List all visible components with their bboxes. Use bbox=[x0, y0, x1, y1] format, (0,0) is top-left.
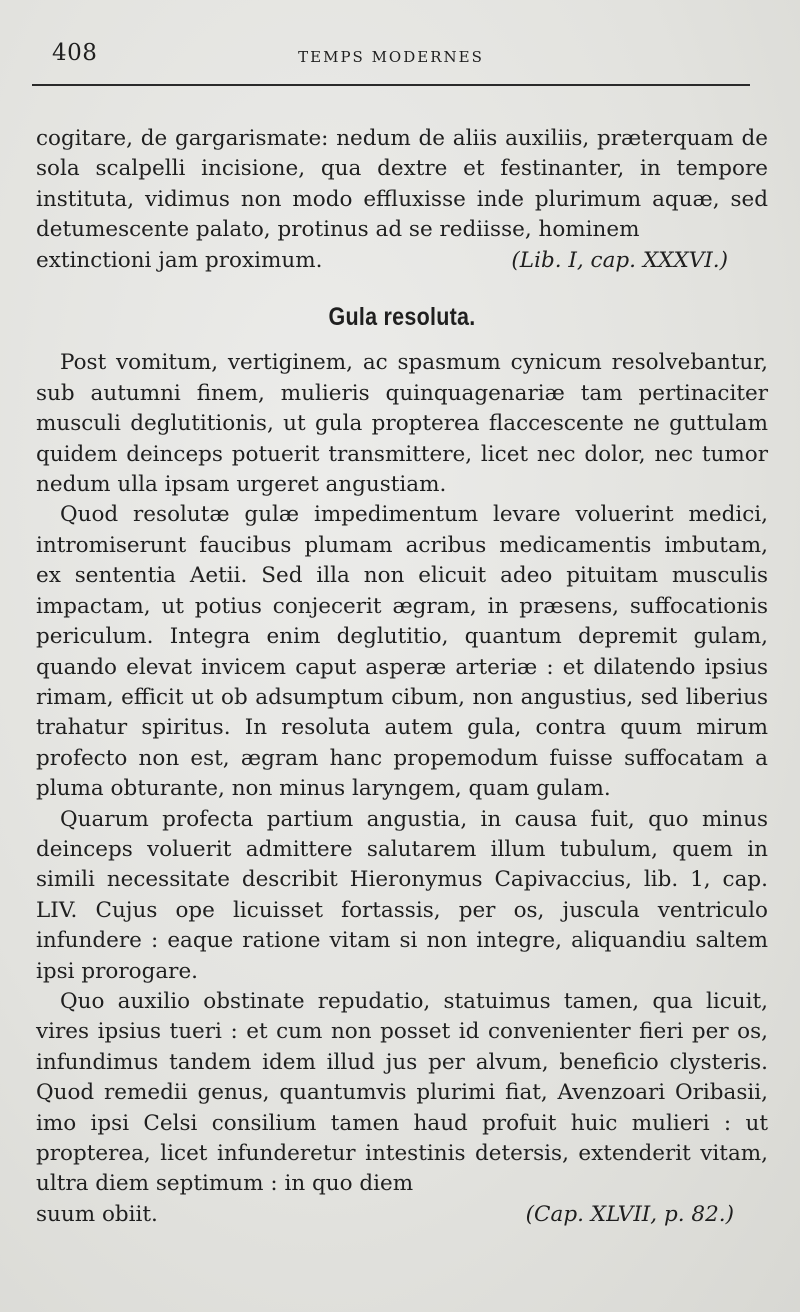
body-text bbox=[36, 124, 768, 1230]
section-heading: Gula resoluta. bbox=[328, 303, 476, 332]
paragraph-1: Post vomitum, vertiginem, ac spasmum cynicum resolvebantur, sub autumni finem, mulieris quinquagenariæ tam pertinaciter musculi deglutitionis, ut gula propterea flaccescente ne guttulam quidem deinceps potuerit transmittere, licet nec dolor, nec tumor nedum ulla ipsam urgeret angustiam. bbox=[36, 350, 768, 498]
intro-citation-row bbox=[36, 246, 768, 276]
intro-paragraph: cogitare, de gargarismate: nedum de aliis auxiliis, præterquam de sola scalpelli incisione, qua dextre et festinanter, in tempore instituta, vidimus non modo effluxisse inde plurimum aquæ, sed detumescente palato, protinus ad se rediisse, hominem bbox=[36, 126, 768, 243]
paragraph-3: Quarum profecta partium angustia, in causa fuit, quo minus deinceps voluerit admittere salutarem illum tubulum, quem in simili necessitate describit Hieronymus Capivaccius, lib. 1, cap. LIV. Cujus ope licuisset fortassis, per os, juscula ventriculo infundere : eaque ratione vitam si non integre, aliquandiu saltem ipsi prorogare. bbox=[36, 806, 768, 984]
final-citation-row bbox=[36, 1200, 768, 1230]
final-paragraph: Quo auxilio obstinate repudatio, statuimus tamen, qua licuit, vires ipsius tueri : et cum non posset id convenienter fieri per os, infundimus tandem idem illud jus per alvum, beneficio clysteris. Quod remedii genus, quantumvis plurimi fiat, Avenzoari Oribasii, imo ipsi Celsi consilium tamen haud profuit huic mulieri : ut propterea, licet infunderetur intestinis detersis, extenderit vitam, ultra diem septimum : in quo diem bbox=[36, 988, 768, 1197]
final-citation: (Cap. XLVII, p. 82.) bbox=[525, 1201, 734, 1227]
header-rule bbox=[32, 84, 750, 86]
running-head: TEMPS MODERNES bbox=[298, 48, 484, 66]
paragraph-2: Quod resolutæ gulæ impedimentum levare voluerint medici, intromiserunt faucibus plumam acribus medicamentis imbutam, ex sententia Aetii. Sed illa non elicuit adeo pituitam musculis impactam, ut potius conjecerit ægram, in præsens, suffocationis periculum. Integra enim deglutitio, quantum depremit gulam, quando elevat invicem caput asperæ arteriæ : et dilatendo ipsius rimam, efficit ut ob adsumptum cibum, non angustius, sed liberius trahatur spiritus. In resoluta autem gula, contra quum mirum profecto non est, ægram hanc propemodum fuisse suffocatam a pluma obturante, non minus laryngem, quam gulam. bbox=[36, 502, 768, 802]
page-header bbox=[32, 38, 750, 78]
intro-citation: (Lib. I, cap. XXXVI.) bbox=[511, 247, 728, 273]
intro-last-line: extinctioni jam proximum. bbox=[36, 247, 323, 273]
page-number: 408 bbox=[52, 40, 98, 66]
final-last-line: suum obiit. bbox=[36, 1201, 158, 1227]
